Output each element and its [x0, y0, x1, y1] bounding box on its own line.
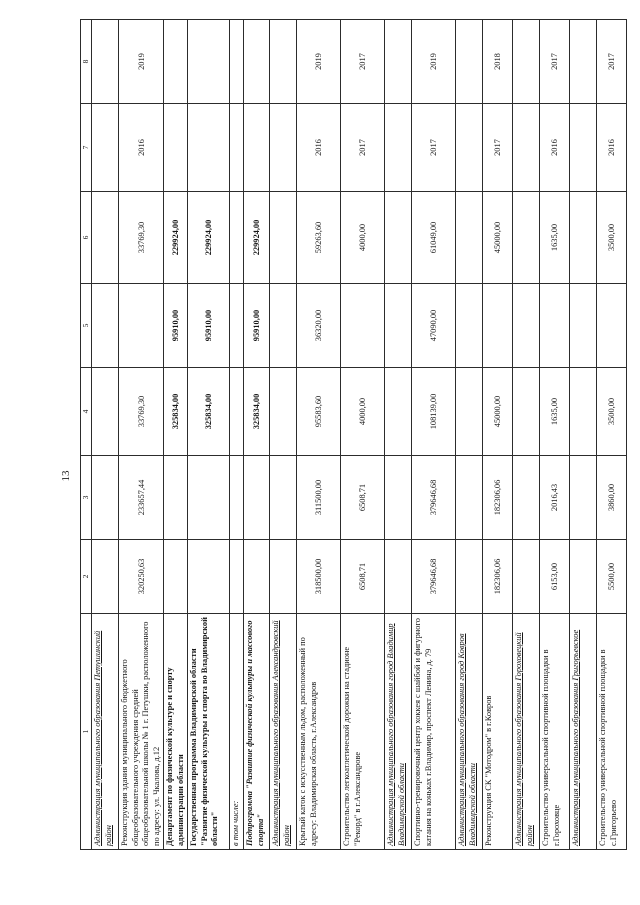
row-name-cell: Департамент по физической культуре и спорту администрации области — [164, 614, 188, 850]
value-cell-c7 — [188, 104, 230, 192]
value-cell-c7 — [513, 104, 540, 192]
row-name-cell: Подпрограмма "Развитие физической культуры и массового спорта" — [244, 614, 270, 850]
value-cell-c5 — [385, 284, 412, 368]
value-cell-c5 — [597, 284, 627, 368]
row-name-cell: Спортивно-тренировочный центр хоккея с шайбой и фигурного катания на коньках г.Владимир, проспект Ленина, д. 79 — [412, 614, 456, 850]
value-cell-c6 — [385, 192, 412, 284]
value-cell-c3 — [244, 456, 270, 540]
value-cell-c6 — [92, 192, 119, 284]
value-cell-c5: 95910,00 — [244, 284, 270, 368]
section-header-row — [385, 20, 412, 850]
value-cell-c4: 4000,00 — [341, 368, 385, 456]
value-cell-c6: 4000,00 — [341, 192, 385, 284]
value-cell-c2 — [385, 540, 412, 614]
value-cell-c3 — [188, 456, 230, 540]
value-cell-c4: 325834,00 — [188, 368, 230, 456]
row-name-cell: Администрация муниципального образования Гороховецкий район — [513, 614, 540, 850]
value-cell-c8: 2019 — [119, 20, 164, 104]
value-cell-c7: 2017 — [412, 104, 456, 192]
value-cell-c6 — [513, 192, 540, 284]
value-cell-c2 — [188, 540, 230, 614]
value-cell-c3: 379646,68 — [412, 456, 456, 540]
value-cell-c4 — [570, 368, 597, 456]
value-cell-c8 — [385, 20, 412, 104]
row-name-cell: Реконструкция СК "Мотодром" в г.Ковров — [483, 614, 513, 850]
value-cell-c4 — [230, 368, 244, 456]
value-cell-c7 — [164, 104, 188, 192]
value-cell-c5 — [456, 284, 483, 368]
value-cell-c8: 2017 — [540, 20, 570, 104]
column-number: 3 — [81, 456, 92, 540]
value-cell-c7 — [270, 104, 297, 192]
value-cell-c3: 6508,71 — [341, 456, 385, 540]
value-cell-c4 — [513, 368, 540, 456]
section-header-row — [92, 20, 119, 850]
value-cell-c3: 182306,06 — [483, 456, 513, 540]
value-cell-c8: 2017 — [341, 20, 385, 104]
value-cell-c2 — [164, 540, 188, 614]
value-cell-c2 — [244, 540, 270, 614]
row-name-cell: Реконструкция здания муниципального бюджетного общеобразовательного учреждения средней общеобразовательной школы № 1 г. Петушки, расположенного по адресу: ул. Чкалова, д.12 — [119, 614, 164, 850]
value-cell-c7: 2016 — [540, 104, 570, 192]
value-cell-c3 — [230, 456, 244, 540]
value-cell-c2 — [230, 540, 244, 614]
value-cell-c3: 233657,44 — [119, 456, 164, 540]
value-cell-c7 — [456, 104, 483, 192]
value-cell-c4 — [456, 368, 483, 456]
value-cell-c7: 2017 — [483, 104, 513, 192]
value-cell-c5: 36320,00 — [297, 284, 341, 368]
value-cell-c5: 95910,00 — [188, 284, 230, 368]
value-cell-c3 — [456, 456, 483, 540]
value-cell-c5 — [92, 284, 119, 368]
table-row — [119, 20, 164, 850]
value-cell-c4: 3500,00 — [597, 368, 627, 456]
value-cell-c6: 45000,00 — [483, 192, 513, 284]
value-cell-c5: 95910,00 — [164, 284, 188, 368]
rotated-table-container — [80, 20, 640, 850]
value-cell-c3 — [270, 456, 297, 540]
value-cell-c8 — [230, 20, 244, 104]
value-cell-c8 — [513, 20, 540, 104]
value-cell-c6: 3500,00 — [597, 192, 627, 284]
value-cell-c7 — [230, 104, 244, 192]
value-cell-c5 — [341, 284, 385, 368]
value-cell-c6: 1635,00 — [540, 192, 570, 284]
value-cell-c8: 2019 — [297, 20, 341, 104]
value-cell-c8 — [92, 20, 119, 104]
table-row — [341, 20, 385, 850]
value-cell-c8 — [188, 20, 230, 104]
column-number: 4 — [81, 368, 92, 456]
value-cell-c6 — [456, 192, 483, 284]
value-cell-c6 — [270, 192, 297, 284]
value-cell-c2: 320250,63 — [119, 540, 164, 614]
value-cell-c3 — [92, 456, 119, 540]
table-row — [540, 20, 570, 850]
value-cell-c6: 33769,30 — [119, 192, 164, 284]
table-body — [92, 20, 627, 850]
column-number: 8 — [81, 20, 92, 104]
value-cell-c6: 61049,00 — [412, 192, 456, 284]
table-row — [297, 20, 341, 850]
table-row — [188, 20, 230, 850]
value-cell-c6: 229924,00 — [188, 192, 230, 284]
value-cell-c4: 33769,30 — [119, 368, 164, 456]
value-cell-c4 — [92, 368, 119, 456]
value-cell-c8 — [456, 20, 483, 104]
value-cell-c8: 2017 — [597, 20, 627, 104]
row-name-cell: Администрация муниципального образования Александровский район — [270, 614, 297, 850]
section-header-row — [456, 20, 483, 850]
column-number: 6 — [81, 192, 92, 284]
value-cell-c3 — [164, 456, 188, 540]
table-row — [230, 20, 244, 850]
value-cell-c6 — [570, 192, 597, 284]
table-row — [597, 20, 627, 850]
value-cell-c7 — [385, 104, 412, 192]
value-cell-c2: 6153,00 — [540, 540, 570, 614]
value-cell-c3: 311500,00 — [297, 456, 341, 540]
row-name-cell: Администрация муниципального образования Григорьевское — [570, 614, 597, 850]
value-cell-c8 — [270, 20, 297, 104]
column-number: 1 — [81, 614, 92, 850]
value-cell-c7 — [244, 104, 270, 192]
row-name-cell: Администрация муниципального образования город Владимир Владимирской области — [385, 614, 412, 850]
value-cell-c3: 3860,00 — [597, 456, 627, 540]
column-number: 2 — [81, 540, 92, 614]
value-cell-c6: 229924,00 — [244, 192, 270, 284]
value-cell-c2: 5500,00 — [597, 540, 627, 614]
value-cell-c8 — [244, 20, 270, 104]
value-cell-c7: 2016 — [119, 104, 164, 192]
value-cell-c3: 2016,43 — [540, 456, 570, 540]
investment-table — [80, 19, 627, 850]
table-row — [244, 20, 270, 850]
value-cell-c7 — [570, 104, 597, 192]
value-cell-c4: 325834,00 — [164, 368, 188, 456]
value-cell-c2 — [270, 540, 297, 614]
value-cell-c2 — [92, 540, 119, 614]
value-cell-c5 — [513, 284, 540, 368]
value-cell-c6: 59263,60 — [297, 192, 341, 284]
value-cell-c5 — [483, 284, 513, 368]
section-header-row — [270, 20, 297, 850]
table-row — [412, 20, 456, 850]
value-cell-c4: 108139,00 — [412, 368, 456, 456]
value-cell-c5 — [119, 284, 164, 368]
value-cell-c8: 2018 — [483, 20, 513, 104]
value-cell-c8 — [570, 20, 597, 104]
table-row — [483, 20, 513, 850]
value-cell-c5 — [270, 284, 297, 368]
value-cell-c4: 325834,00 — [244, 368, 270, 456]
value-cell-c4: 1635,00 — [540, 368, 570, 456]
value-cell-c7: 2016 — [297, 104, 341, 192]
value-cell-c5 — [230, 284, 244, 368]
row-name-cell: Строительство универсальной спортивной площадки в г.Гороховце — [540, 614, 570, 850]
value-cell-c7: 2017 — [341, 104, 385, 192]
column-number: 7 — [81, 104, 92, 192]
value-cell-c3 — [513, 456, 540, 540]
value-cell-c2: 379646,68 — [412, 540, 456, 614]
row-name-cell: Администрация муниципального образования Петушинский район — [92, 614, 119, 850]
value-cell-c5: 47090,00 — [412, 284, 456, 368]
column-number: 5 — [81, 284, 92, 368]
value-cell-c4: 95583,60 — [297, 368, 341, 456]
value-cell-c2: 6508,71 — [341, 540, 385, 614]
value-cell-c8 — [164, 20, 188, 104]
row-name-cell: в том числе: — [230, 614, 244, 850]
page-number: 13 — [60, 470, 72, 482]
value-cell-c6: 229924,00 — [164, 192, 188, 284]
value-cell-c8: 2019 — [412, 20, 456, 104]
value-cell-c2 — [570, 540, 597, 614]
value-cell-c7: 2016 — [597, 104, 627, 192]
value-cell-c5 — [570, 284, 597, 368]
row-name-cell: Администрация муниципального образования город Ковров Владимирской области — [456, 614, 483, 850]
value-cell-c2: 182306,06 — [483, 540, 513, 614]
value-cell-c4 — [270, 368, 297, 456]
value-cell-c3 — [570, 456, 597, 540]
row-name-cell: Строительство легкоатлетической дорожки на стадионе "Рекорд" в г.Александрове — [341, 614, 385, 850]
row-name-cell: Крытый каток с искусственным льдом, расположенный по адресу: Владимирская область, г.Александров — [297, 614, 341, 850]
table-row — [164, 20, 188, 850]
value-cell-c7 — [92, 104, 119, 192]
row-name-cell: Государственная программа Владимирской области "Развитие физической культуры и спорта во Владимирской области" — [188, 614, 230, 850]
section-header-row — [513, 20, 540, 850]
section-header-row — [570, 20, 597, 850]
value-cell-c2 — [513, 540, 540, 614]
value-cell-c2 — [456, 540, 483, 614]
value-cell-c3 — [385, 456, 412, 540]
value-cell-c4: 45000,00 — [483, 368, 513, 456]
row-name-cell: Строительство универсальной спортивной площадки в с.Григорьево — [597, 614, 627, 850]
value-cell-c6 — [230, 192, 244, 284]
value-cell-c2: 318500,00 — [297, 540, 341, 614]
column-number-row — [81, 20, 92, 850]
value-cell-c5 — [540, 284, 570, 368]
value-cell-c4 — [385, 368, 412, 456]
